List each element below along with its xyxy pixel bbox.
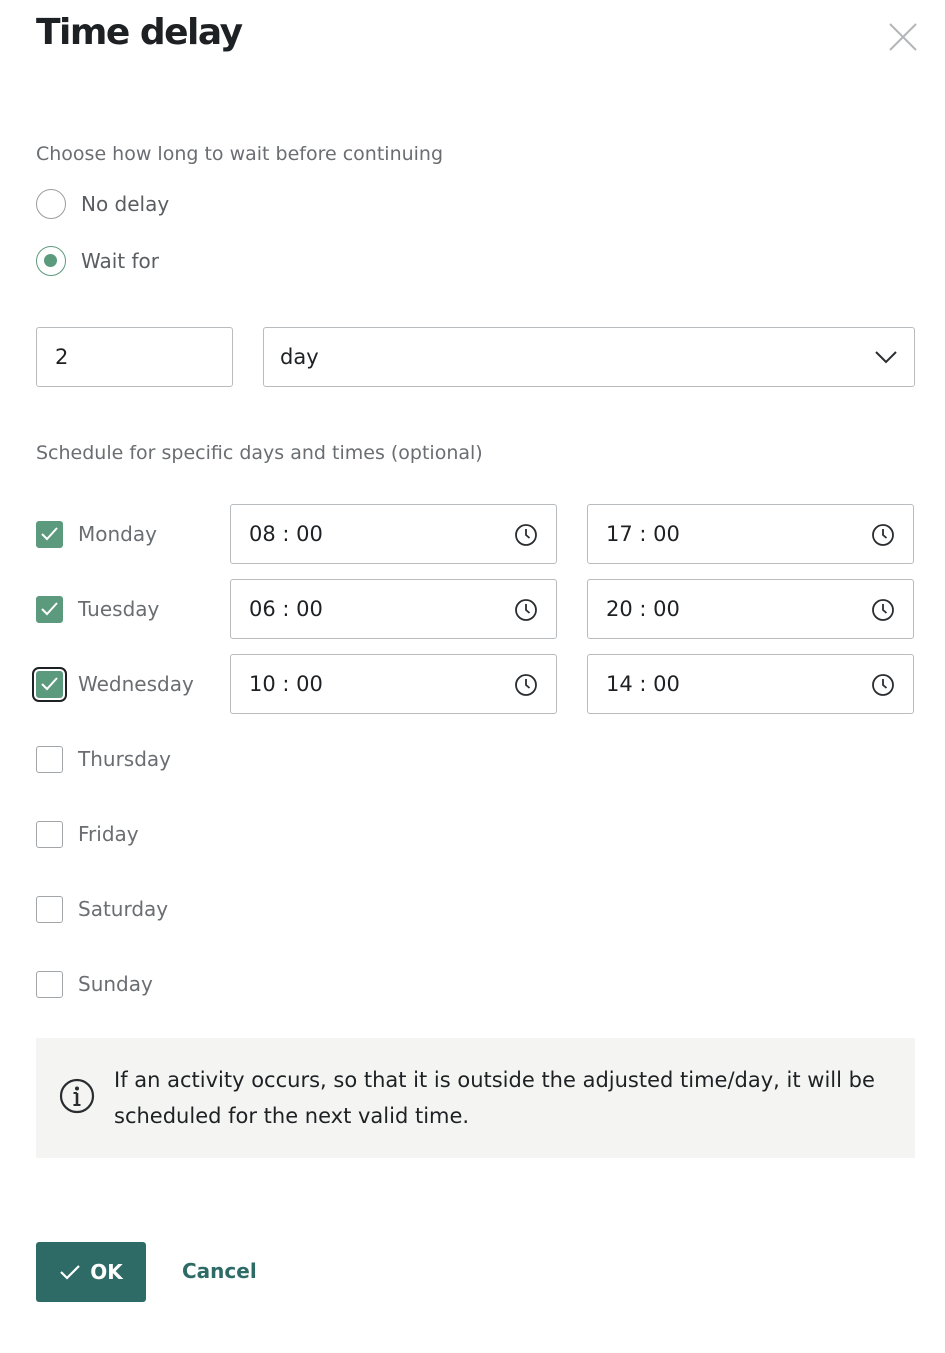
day-label: Thursday (78, 747, 171, 771)
end-time-input[interactable] (587, 654, 914, 714)
end-time-input[interactable] (587, 579, 914, 639)
clock-icon[interactable] (871, 673, 895, 697)
check-icon (59, 1264, 81, 1280)
checkmark-icon (40, 601, 59, 617)
close-icon (884, 18, 922, 56)
info-text: If an activity occurs, so that it is outside the adjusted time/day, it will be scheduled for the next valid time. (114, 1068, 875, 1128)
radio-wait-for[interactable] (36, 245, 159, 277)
clock-icon[interactable] (514, 673, 538, 697)
delay-amount-value: 2 (55, 345, 69, 369)
radio-no-delay[interactable] (36, 188, 169, 220)
day-row-monday (36, 517, 157, 551)
start-time-input[interactable] (230, 654, 557, 714)
ok-button[interactable] (36, 1242, 146, 1302)
delay-unit-select[interactable] (263, 327, 915, 387)
day-label: Monday (78, 522, 157, 546)
clock-icon[interactable] (871, 598, 895, 622)
ok-label: OK (90, 1260, 123, 1284)
end-time-value: 14 : 00 (606, 672, 680, 696)
radio-label: No delay (81, 192, 170, 216)
end-time-input[interactable] (587, 504, 914, 564)
day-label: Tuesday (78, 597, 160, 621)
chevron-down-icon (874, 350, 898, 364)
day-checkbox[interactable] (36, 821, 63, 848)
clock-icon[interactable] (871, 523, 895, 547)
day-label: Wednesday (78, 672, 194, 696)
start-time-input[interactable] (230, 579, 557, 639)
start-time-value: 10 : 00 (249, 672, 323, 696)
info-box (36, 1038, 915, 1158)
radio-button[interactable] (36, 246, 66, 276)
start-time-input[interactable] (230, 504, 557, 564)
info-icon (59, 1078, 95, 1114)
delay-prompt: Choose how long to wait before continuing (36, 143, 444, 165)
day-label: Saturday (78, 897, 169, 921)
radio-button[interactable] (36, 189, 66, 219)
day-row-saturday (36, 892, 168, 926)
day-row-wednesday (36, 667, 194, 701)
day-label: Sunday (78, 972, 153, 996)
day-checkbox[interactable] (36, 746, 63, 773)
cancel-button[interactable]: Cancel (182, 1259, 257, 1283)
day-checkbox[interactable] (36, 896, 63, 923)
end-time-value: 20 : 00 (606, 597, 680, 621)
day-label: Friday (78, 822, 139, 846)
close-button[interactable] (884, 18, 922, 56)
day-row-friday (36, 817, 139, 851)
clock-icon[interactable] (514, 523, 538, 547)
radio-label: Wait for (81, 249, 160, 273)
dialog-title: Time delay (36, 12, 242, 53)
delay-amount-input[interactable] (36, 327, 233, 387)
day-row-sunday (36, 967, 153, 1001)
day-row-thursday (36, 742, 171, 776)
checkmark-icon (40, 526, 59, 542)
day-checkbox[interactable] (36, 671, 63, 698)
end-time-value: 17 : 00 (606, 522, 680, 546)
start-time-value: 08 : 00 (249, 522, 323, 546)
clock-icon[interactable] (514, 598, 538, 622)
day-checkbox[interactable] (36, 971, 63, 998)
day-checkbox[interactable] (36, 596, 63, 623)
schedule-label: Schedule for specific days and times (optional) (36, 442, 483, 464)
delay-unit-value: day (280, 345, 319, 369)
day-row-tuesday (36, 592, 159, 626)
start-time-value: 06 : 00 (249, 597, 323, 621)
checkmark-icon (40, 676, 59, 692)
day-checkbox[interactable] (36, 521, 63, 548)
